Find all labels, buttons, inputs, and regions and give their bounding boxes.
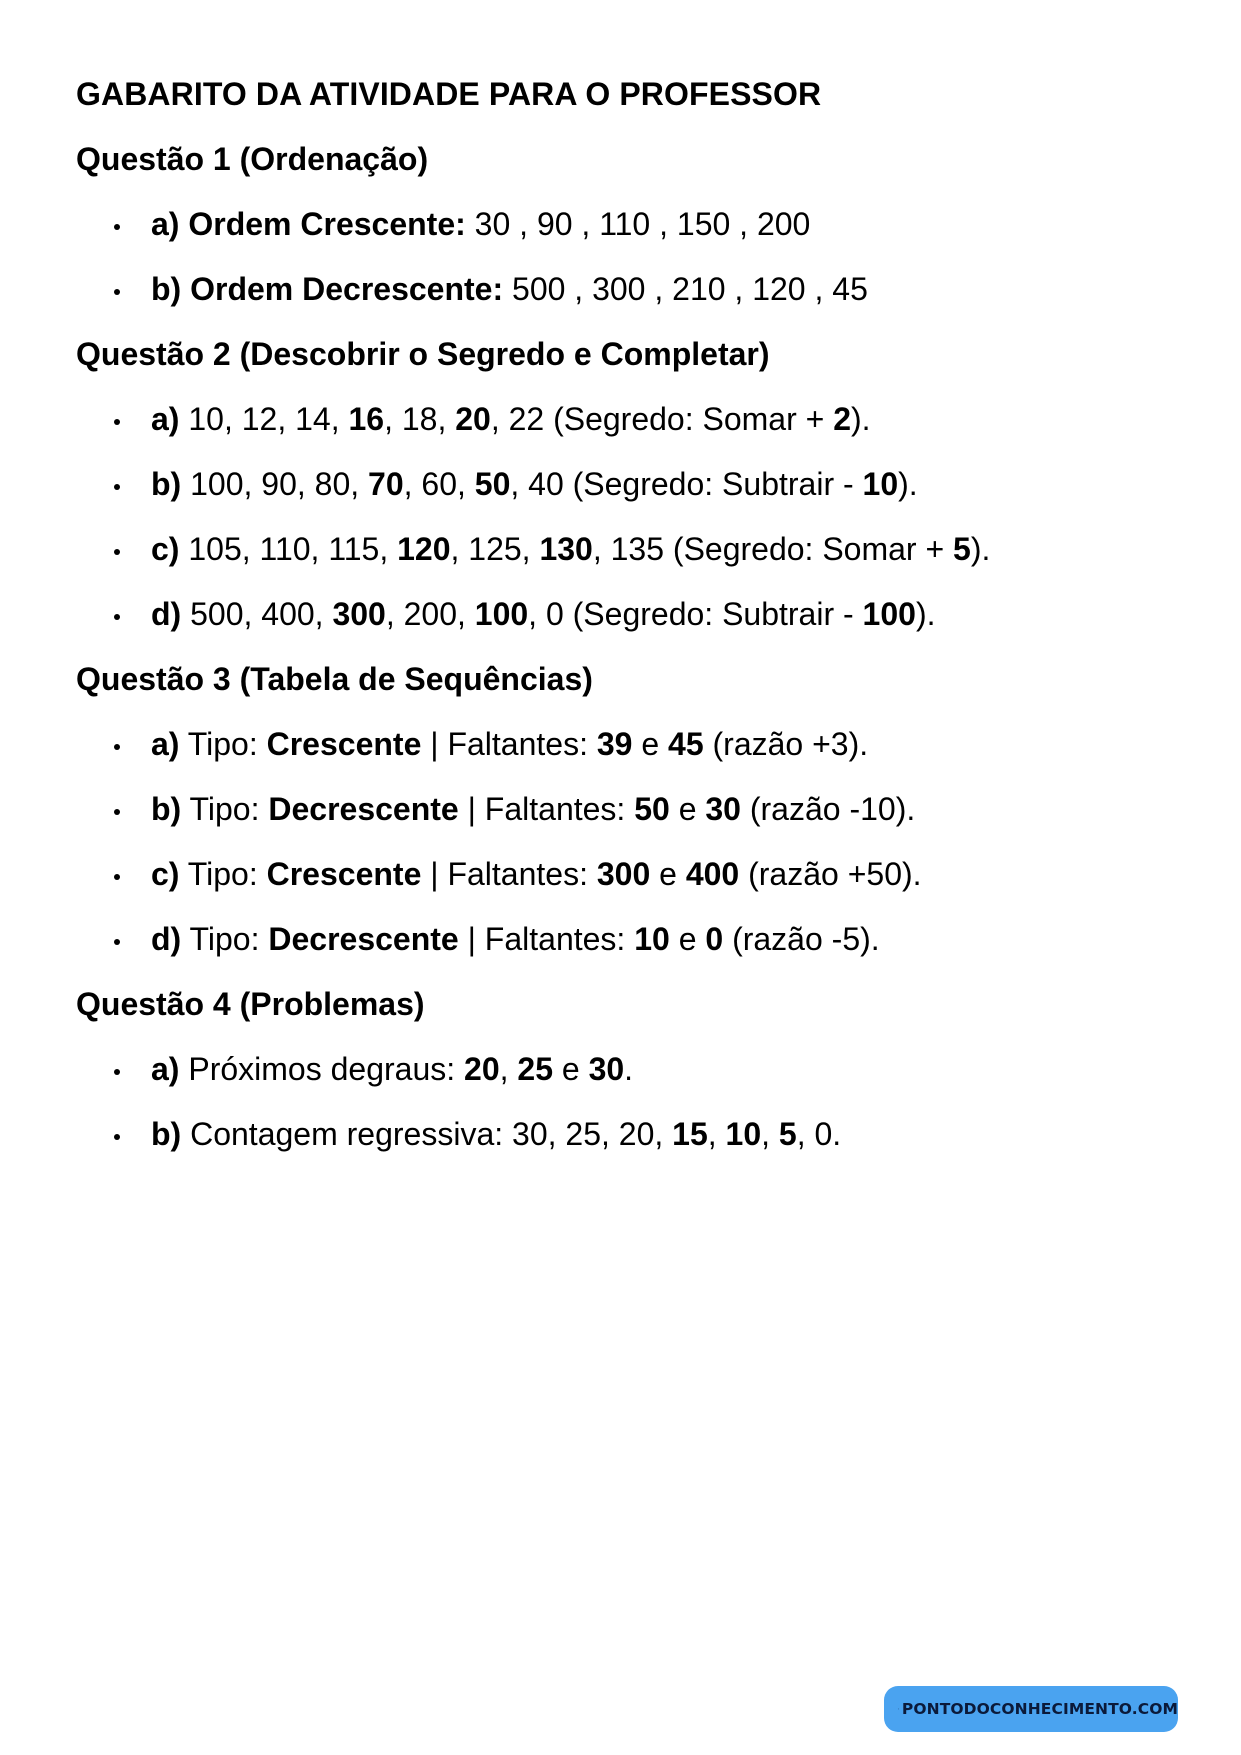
- answer-text-bold: Crescente: [266, 726, 422, 762]
- answer-text-bold: 20: [464, 1051, 500, 1087]
- answer-text-bold: 16: [348, 401, 385, 437]
- answer-text-bold: b): [151, 1116, 182, 1152]
- answer-text: , 40 (Segredo: Subtrair -: [510, 466, 863, 502]
- list-item: [76, 525, 1176, 573]
- answer-text: 100, 90, 80,: [181, 466, 369, 502]
- answer-text-bold: 5: [778, 1116, 797, 1152]
- answer-text-bold: Decrescente: [268, 791, 459, 827]
- answer-text: 30 , 90 , 110 , 150 , 200: [465, 206, 811, 242]
- bullet-icon: [111, 785, 123, 833]
- answer-key-document: [76, 70, 1176, 1175]
- list-item: [76, 395, 1176, 443]
- answer-text-bold: b): [151, 466, 182, 502]
- answer-text-bold: a): [151, 726, 180, 762]
- brand-text: PONTODOCONHECIMENTO.COM: [901, 1700, 1178, 1718]
- list-item: [76, 1110, 1176, 1158]
- answer-text-bold: 300: [596, 856, 651, 892]
- bullet-icon: [111, 395, 123, 443]
- answer-text-bold: 30: [588, 1051, 625, 1087]
- answer-text: e: [650, 856, 686, 892]
- answer-text-bold: 30: [705, 791, 741, 827]
- question-heading: Questão 4 (Problemas): [76, 986, 425, 1022]
- answer-text: e: [552, 1051, 589, 1087]
- answer-text-bold: 400: [685, 856, 740, 892]
- answer-text: (razão -10).: [740, 791, 916, 827]
- list-item: [76, 265, 1176, 313]
- answer-text: ).: [851, 401, 871, 437]
- answer-text: 500 , 300 , 210 , 120 , 45: [503, 271, 868, 307]
- list-item: [76, 720, 1176, 768]
- answer-text: ,: [499, 1051, 518, 1087]
- answer-text: (razão +50).: [739, 856, 922, 892]
- answer-text-bold: 15: [672, 1116, 708, 1152]
- answer-text: Tipo:: [181, 791, 269, 827]
- bullet-icon: [111, 460, 123, 508]
- answer-text-bold: 10: [862, 466, 899, 502]
- answer-text-bold: 70: [368, 466, 404, 502]
- answer-text: | Faltantes:: [458, 921, 635, 957]
- answer-text: 105, 110, 115,: [179, 531, 398, 567]
- graduation-book-icon: [898, 1694, 899, 1724]
- answer-text-bold: 39: [596, 726, 633, 762]
- answer-text-bold: b): [151, 791, 182, 827]
- bullet-icon: [111, 720, 123, 768]
- site-brand-badge[interactable]: [884, 1686, 1178, 1732]
- answer-text-bold: b) Ordem Decrescente:: [151, 271, 504, 307]
- bullet-icon: [111, 200, 123, 248]
- answer-text: Contagem regressiva: 30, 25, 20,: [181, 1116, 673, 1152]
- list-item: [76, 200, 1176, 248]
- answer-text-bold: c): [151, 531, 180, 567]
- answer-text: .: [624, 1051, 634, 1087]
- answer-text-bold: 100: [474, 596, 529, 632]
- answer-list: [76, 395, 1176, 638]
- question-heading: Questão 1 (Ordenação): [76, 141, 429, 177]
- answer-list: [76, 1045, 1176, 1158]
- answer-text: e: [669, 791, 706, 827]
- answer-text: Tipo:: [179, 726, 267, 762]
- answer-text-bold: 10: [634, 921, 670, 957]
- bullet-icon: [111, 590, 123, 638]
- answer-text-bold: 20: [455, 401, 491, 437]
- answer-text: (razão +3).: [703, 726, 869, 762]
- answer-text-bold: a): [151, 1051, 180, 1087]
- sections-container: [76, 135, 1176, 1158]
- answer-text: 10, 12, 14,: [179, 401, 349, 437]
- answer-text-bold: 2: [833, 401, 852, 437]
- answer-text-bold: 10: [725, 1116, 762, 1152]
- list-item: [76, 460, 1176, 508]
- answer-text-bold: d): [151, 596, 182, 632]
- answer-list: [76, 200, 1176, 313]
- answer-text-bold: 300: [332, 596, 386, 632]
- answer-text: ,: [707, 1116, 726, 1152]
- bullet-icon: [111, 265, 123, 313]
- answer-text: , 0 (Segredo: Subtrair -: [528, 596, 863, 632]
- answer-text: ).: [915, 596, 936, 632]
- answer-text-bold: a): [151, 401, 180, 437]
- answer-text-bold: 50: [634, 791, 670, 827]
- bullet-icon: [111, 525, 123, 573]
- bullet-icon: [111, 850, 123, 898]
- answer-text: Próximos degraus:: [179, 1051, 465, 1087]
- list-item: [76, 915, 1176, 963]
- answer-text: (razão -5).: [723, 921, 880, 957]
- list-item: [76, 785, 1176, 833]
- answer-text-bold: d): [151, 921, 182, 957]
- answer-text: e: [632, 726, 669, 762]
- answer-text: | Faltantes:: [421, 856, 597, 892]
- answer-text-bold: Crescente: [266, 856, 422, 892]
- answer-text: , 60,: [403, 466, 475, 502]
- question-heading: Questão 3 (Tabela de Sequências): [76, 661, 593, 697]
- answer-text: | Faltantes:: [421, 726, 597, 762]
- answer-text-bold: 130: [539, 531, 593, 567]
- page-title: GABARITO DA ATIVIDADE PARA O PROFESSOR: [76, 76, 822, 112]
- list-item: [76, 850, 1176, 898]
- answer-text-bold: 25: [517, 1051, 553, 1087]
- bullet-icon: [111, 915, 123, 963]
- answer-text: , 200,: [385, 596, 475, 632]
- answer-text: ).: [898, 466, 918, 502]
- answer-text: Tipo:: [181, 921, 269, 957]
- answer-text: ,: [761, 1116, 779, 1152]
- answer-text: , 135 (Segredo: Somar +: [592, 531, 954, 567]
- answer-text: , 0.: [796, 1116, 842, 1152]
- question-heading: Questão 2 (Descobrir o Segredo e Completar): [76, 336, 770, 372]
- bullet-icon: [111, 1110, 123, 1158]
- answer-text-bold: 45: [668, 726, 704, 762]
- answer-text: , 22 (Segredo: Somar +: [490, 401, 834, 437]
- list-item: [76, 1045, 1176, 1093]
- answer-list: [76, 720, 1176, 963]
- answer-text: , 125,: [450, 531, 540, 567]
- bullet-icon: [111, 1045, 123, 1093]
- answer-text-bold: c): [151, 856, 180, 892]
- answer-text-bold: 120: [397, 531, 451, 567]
- answer-text: ).: [970, 531, 991, 567]
- answer-text: e: [669, 921, 706, 957]
- answer-text: Tipo:: [179, 856, 267, 892]
- answer-text-bold: a) Ordem Crescente:: [151, 206, 466, 242]
- answer-text-bold: 50: [474, 466, 511, 502]
- answer-text-bold: 5: [953, 531, 971, 567]
- answer-text-bold: 0: [705, 921, 724, 957]
- answer-text-bold: Decrescente: [268, 921, 459, 957]
- list-item: [76, 590, 1176, 638]
- answer-text: 500, 400,: [181, 596, 333, 632]
- answer-text: | Faltantes:: [458, 791, 635, 827]
- answer-text-bold: 100: [862, 596, 916, 632]
- answer-text: , 18,: [384, 401, 456, 437]
